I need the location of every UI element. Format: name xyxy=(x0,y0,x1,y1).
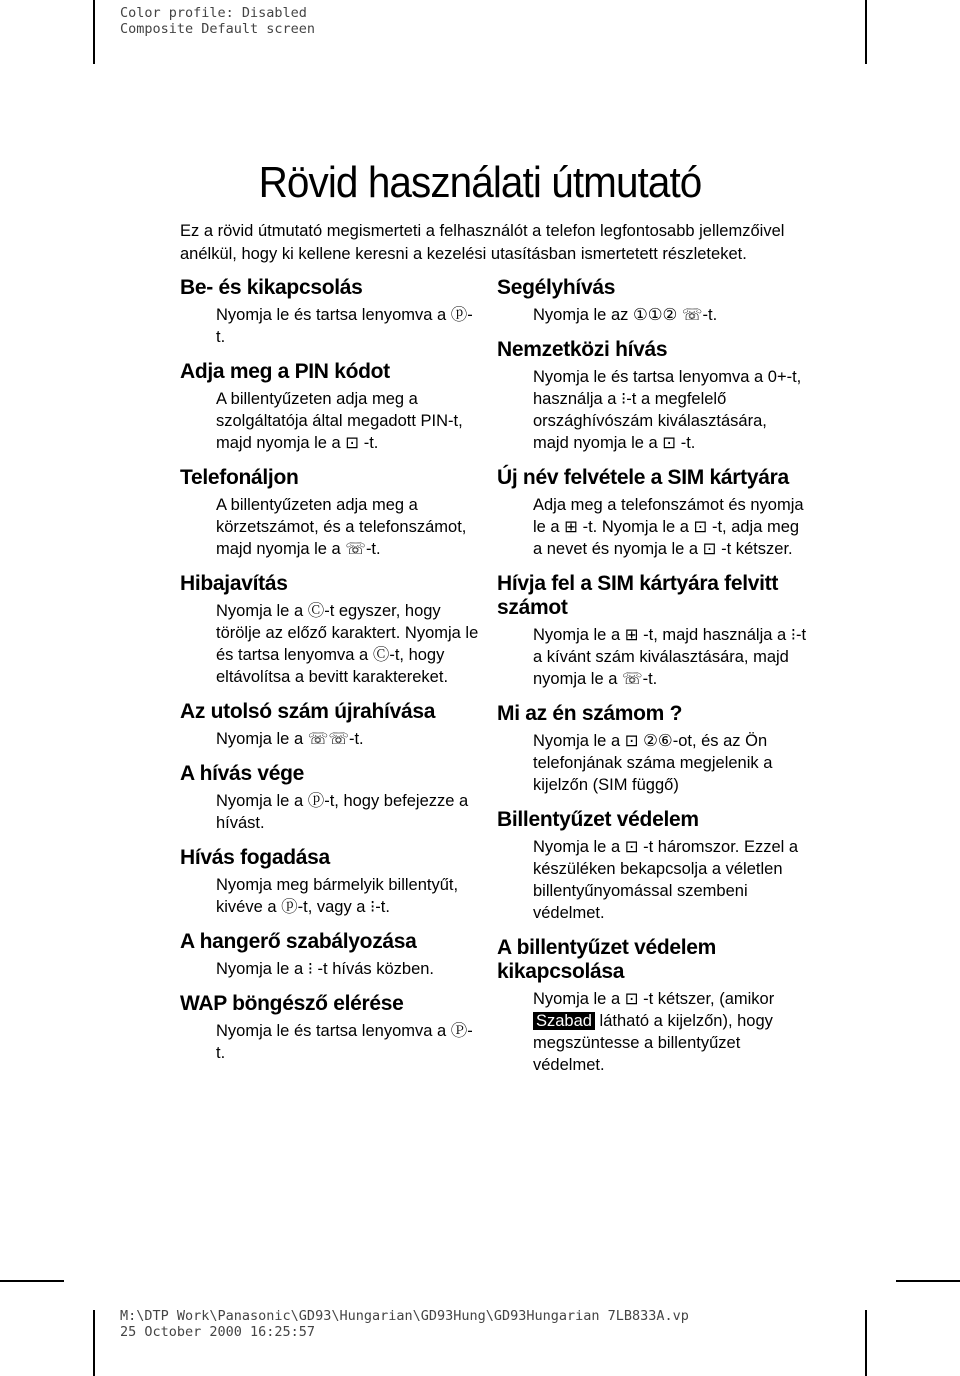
section-wap xyxy=(180,992,480,1064)
section-heading: Adja meg a PIN kódot xyxy=(180,360,390,383)
section-heading: Nemzetközi hívás xyxy=(497,338,668,361)
section-my-number xyxy=(497,702,807,796)
section-text: Nyomja le és tartsa lenyomva a Ⓟ-t. xyxy=(216,1022,473,1062)
print-header-line1: Color profile: Disabled xyxy=(120,5,307,21)
crop-mark-left-h xyxy=(0,1280,64,1282)
intro-paragraph: Ez a rövid útmutató megismerteti a felhasználót a telefon legfontosabb jellemzőivel anélkül, hogy ki kellene keresni a kezelési utasításban ismertetett részleteket. xyxy=(180,222,785,263)
section-end-call xyxy=(180,762,480,834)
section-heading: Segélyhívás xyxy=(497,276,616,299)
section-heading: Hívja fel a SIM kártyára felvitt számot xyxy=(497,572,779,619)
section-heading: Hívás fogadása xyxy=(180,846,330,869)
status-badge: Szabad xyxy=(533,1012,595,1030)
crop-mark-top-right xyxy=(865,0,867,64)
section-heading: Hibajavítás xyxy=(180,572,288,595)
section-call-sim xyxy=(497,572,807,690)
left-column xyxy=(180,276,480,1076)
section-heading: WAP böngésző elérése xyxy=(180,992,404,1015)
section-text: Nyomja le a ☏☏-t. xyxy=(216,730,364,748)
crop-mark-top-left xyxy=(93,0,95,64)
print-header-line2: Composite Default screen xyxy=(120,21,316,37)
section-text: Adja meg a telefonszámot és nyomja le a ⊞ -t. Nyomja le a ⊡ -t, adja meg a nevet és nyomja le a ⊡ -t kétszer. xyxy=(533,496,804,558)
section-text: Nyomja le a ⁝ -t hívás közben. xyxy=(216,960,435,978)
crop-mark-bottom-right xyxy=(865,1310,867,1376)
section-heading: Az utolsó szám újrahívása xyxy=(180,700,436,723)
section-power xyxy=(180,276,480,348)
section-text: Nyomja le és tartsa lenyomva a 0+-t, használja a ⁝-t a megfelelő országhívószám kiválasztására, majd nyomja le a ⊡ -t. xyxy=(533,368,802,452)
section-international xyxy=(497,338,807,454)
section-pin xyxy=(180,360,480,454)
section-text: Nyomja le az ①①② ☏-t. xyxy=(533,306,718,324)
section-keylock-off xyxy=(497,936,807,1076)
section-answer xyxy=(180,846,480,918)
section-volume xyxy=(180,930,480,980)
section-heading: Billentyűzet védelem xyxy=(497,808,699,831)
crop-mark-bottom-left xyxy=(93,1310,95,1376)
section-text xyxy=(533,988,807,1076)
right-column xyxy=(497,276,807,1088)
section-text: Nyomja le a ⊞ -t, majd használja a ⁝-t a kívánt szám kiválasztására, majd nyomja le a ☏-t. xyxy=(533,626,807,688)
text-post: látható a kijelzőn), hogy megszüntesse a billentyűzet védelmet. xyxy=(533,1012,773,1074)
print-footer-line2: 25 October 2000 16:25:57 xyxy=(120,1324,316,1340)
page-title: Rövid használati útmutató xyxy=(258,158,702,207)
print-footer xyxy=(120,1308,689,1340)
section-text: Nyomja le a ⊡ -t háromszor. Ezzel a készüléken bekapcsolja a véletlen billentyűnyomással szembeni védelmet. xyxy=(533,838,799,922)
section-emergency xyxy=(497,276,807,326)
section-text: Nyomja meg bármelyik billentyűt, kivéve a ⓟ-t, vagy a ⁝-t. xyxy=(216,876,459,916)
section-call xyxy=(180,466,480,560)
section-text: Nyomja le a Ⓒ-t egyszer, hogy törölje az előző karaktert. Nyomja le és tartsa lenyomva a Ⓒ-t, hogy eltávolítsa a bevitt karaktereket. xyxy=(216,602,479,686)
section-redial xyxy=(180,700,480,750)
text-pre: Nyomja le a ⊡ -t kétszer, (amikor xyxy=(533,990,775,1008)
print-footer-line1: M:\DTP Work\Panasonic\GD93\Hungarian\GD93Hung\GD93Hungarian 7LB833A.vp xyxy=(120,1308,689,1324)
section-text: Nyomja le a ⓟ-t, hogy befejezze a hívást. xyxy=(216,792,469,832)
section-heading: A hívás vége xyxy=(180,762,305,785)
section-text: A billentyűzeten adja meg a szolgáltatója által megadott PIN-t, majd nyomja le a ⊡ -t. xyxy=(216,390,463,452)
crop-mark-right-h xyxy=(896,1280,960,1282)
section-text: Nyomja le és tartsa lenyomva a ⓟ-t. xyxy=(216,306,473,346)
section-heading: Mi az én számom ? xyxy=(497,702,683,725)
section-heading: A billentyűzet védelem kikapcsolása xyxy=(497,936,717,983)
section-heading: A hangerő szabályozása xyxy=(180,930,417,953)
section-keylock xyxy=(497,808,807,924)
section-heading: Telefonáljon xyxy=(180,466,299,489)
print-header xyxy=(120,5,315,37)
section-heading: Be- és kikapcsolás xyxy=(180,276,363,299)
section-new-name xyxy=(497,466,807,560)
section-text: A billentyűzeten adja meg a körzetszámot, és a telefonszámot, majd nyomja le a ☏-t. xyxy=(216,496,467,558)
section-correction xyxy=(180,572,480,688)
section-heading: Új név felvétele a SIM kártyára xyxy=(497,466,789,489)
section-text: Nyomja le a ⊡ ②⑥-ot, és az Ön telefonjának száma megjelenik a kijelzőn (SIM függő) xyxy=(533,732,773,794)
